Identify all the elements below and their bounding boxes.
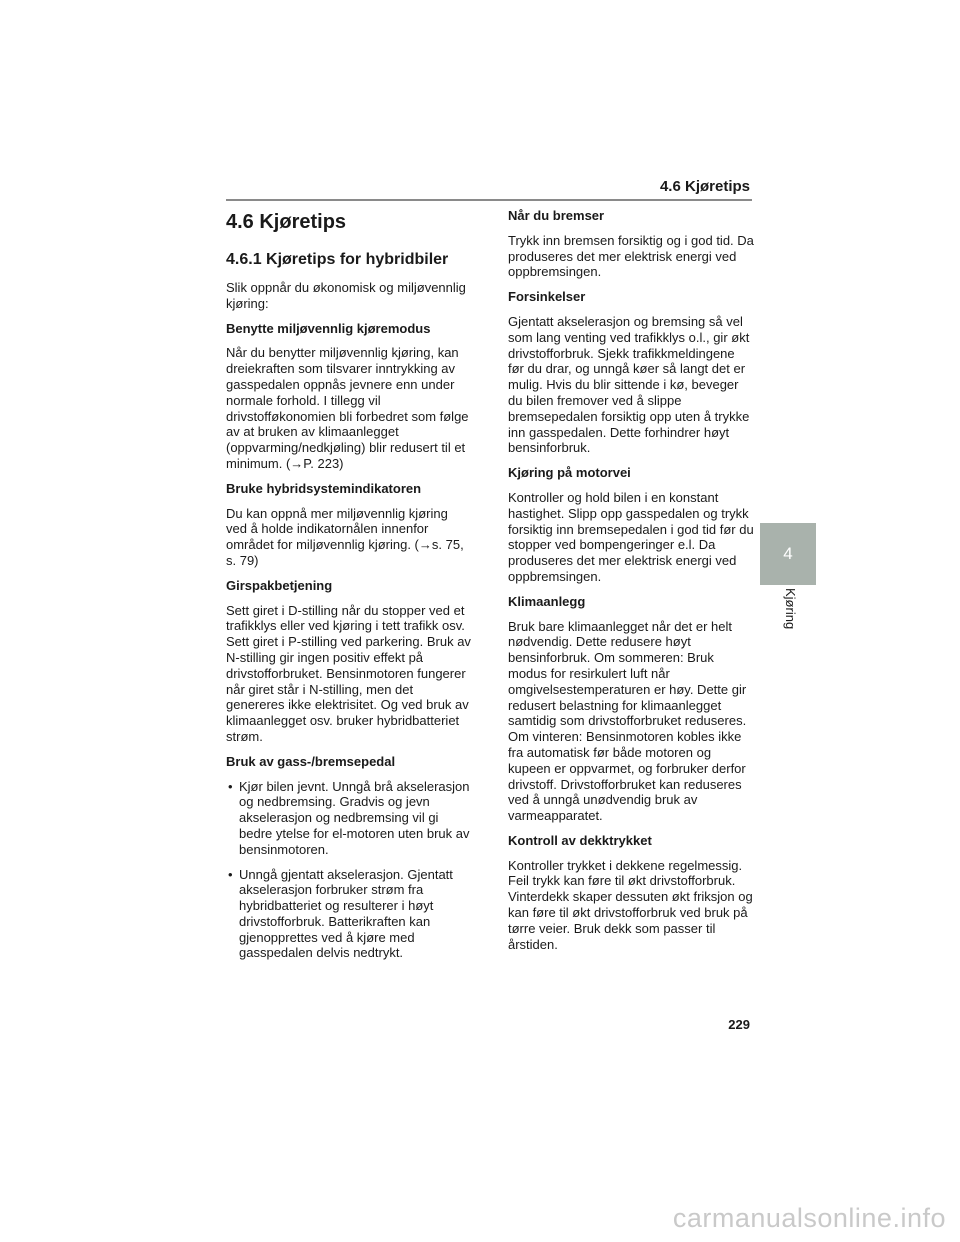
left-column	[226, 208, 471, 970]
braking-heading: Når du bremser	[508, 208, 605, 223]
delays-text: Gjentatt akselerasjon og bremsing så vel som lang venting ved trafikklys o.l., gir økt drivstofforbruk. Sjekk trafikkmeldingene før du drar, og unngå køer så langt det er mulig. Hvis du blir sittende i kø, beveger du bilen fremover ved å slippe bremsepedalen forsiktig opp uten å trykke inn gasspedalen. Dette forhindrer høyt bensinforbruk.	[508, 313, 750, 456]
eco-mode-text: Når du benytter miljøvennlig kjøring, kan dreiekraften som tilsvarer inntrykking av gasspedalen oppnås jevnere enn under normale forhold. I tillegg vil drivstofføkonomien bli forbedret som følge av at bruken av klimaanlegget (oppvarming/nedkjøling) blir redusert til et minimum. (→P. 223)	[226, 345, 469, 471]
chapter-tab	[760, 523, 816, 585]
air-conditioning-heading: Klimaanlegg	[508, 593, 586, 609]
list-item: • Unngå gjentatt akselerasjon. Gjentatt akselerasjon forbruker strøm fra hybridbatteriet og resulterer i høyt drivstofforbruk. Batterikraften kan gjenopprettes ved å kjøre med gasspedalen delvis nedtrykt.	[226, 867, 471, 962]
hybrid-indicator-heading: Bruke hybridsystemindikatoren	[226, 480, 422, 496]
braking-text: Trykk inn bremsen forsiktig og i god tid. Da produseres det mer elektrisk energi ved oppbremsingen.	[508, 232, 754, 280]
header-divider	[226, 199, 752, 201]
air-conditioning-text: Bruk bare klimaanlegget når det er helt nødvendig. Dette redusere høyt bensinforbruk. Om sommeren: Bruk modus for resirkulert luft når omgivelsestemperaturen er høy. Dette gir redusert belastning for klimaanlegget samtidig som drivstofforbruket reduseres. Om vinteren: Bensinmotoren kobles ikke fra automatisk før både motoren og kupeen er oppvarmet, og forbruker derfor drivstoff. Drivstofforbruket kan reduseres ved å unngå unødvendig bruk av varmeapparatet.	[508, 618, 747, 824]
delays-heading: Forsinkelser	[508, 289, 586, 305]
intro-paragraph: Slik oppnår du økonomisk og miljøvennlig kjøring:	[226, 280, 466, 311]
gear-lever-text: Sett giret i D-stilling når du stopper ved et trafikklys eller ved kjøring i tett trafikk osv. Sett giret i P-stilling ved parkering. Bruk av N-stilling gir ingen positiv effekt på drivstofforbruket. Bensinmotoren fungerer når giret står i N-stilling, men det genereres ikke elektrisitet. Og ved bruk av klimaanlegget osv. bruker hybridbatteriet strøm.	[226, 602, 471, 744]
highway-text: Kontroller og hold bilen i en konstant hastighet. Slipp opp gasspedalen og trykk forsiktig inn bremsepedalen i god tid før du stopper ved bompengeringer e.l. Da produseres det mer elektrisk energi ved oppbremsingen.	[508, 489, 754, 584]
list-item: • Kjør bilen jevnt. Unngå brå akselerasjon og nedbremsing. Gradvis og jevn akselerasjon og nedbremsing vil gi bedre ytelse for el-motoren uten bruk av bensinmotoren.	[226, 779, 471, 858]
eco-mode-heading: Benytte miljøvennlig kjøremodus	[226, 320, 431, 336]
chapter-title: 4.6 Kjøretips	[226, 211, 347, 233]
right-column	[508, 208, 754, 961]
section-title: 4.6.1 Kjøretips for hybridbiler	[226, 251, 449, 268]
tire-pressure-heading: Kontroll av dekktrykket	[508, 832, 652, 848]
pedal-usage-list	[226, 779, 471, 962]
hybrid-indicator-text: Du kan oppnå mer miljøvennlig kjøring ved å holde indikatornålen innenfor området for miljøvennlig kjøring. (→s. 75, s. 79)	[226, 505, 464, 568]
tire-pressure-text: Kontroller trykket i dekkene regelmessig. Feil trykk kan føre til økt drivstofforbruk. Vinterdekk skaper dessuten økt friksjon og kan føre til økt drivstofforbruk ved bruk på tørre veier. Bruk dekk som passer til årstiden.	[508, 857, 753, 952]
watermark: carmanualsonline.info	[672, 1203, 946, 1233]
gear-lever-heading: Girspakbetjening	[226, 577, 333, 593]
pedal-usage-heading: Bruk av gass-/bremsepedal	[226, 753, 396, 769]
chapter-tab-number: 4	[783, 544, 793, 563]
chapter-tab-label: Kjøring	[783, 588, 798, 630]
highway-heading: Kjøring på motorvei	[508, 465, 631, 481]
running-header: 4.6 Kjøretips	[659, 178, 750, 195]
page-number: 229	[728, 1017, 750, 1032]
